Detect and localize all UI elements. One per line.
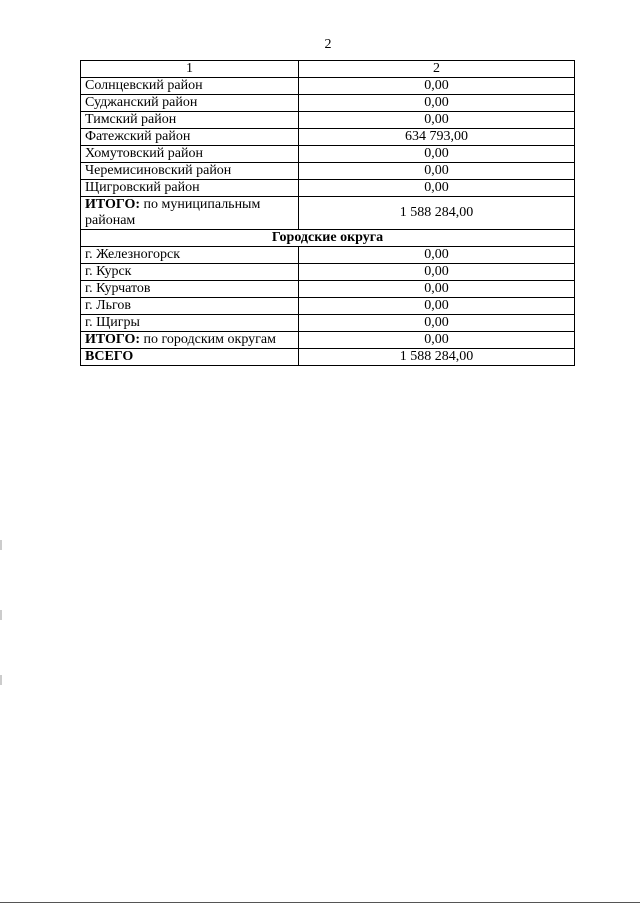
- section-header-row: [81, 230, 575, 247]
- table-row: [81, 129, 575, 146]
- grand-total-value: 1 588 284,00: [299, 349, 575, 366]
- table-row: [81, 264, 575, 281]
- city-value: 0,00: [299, 247, 575, 264]
- city-total-row: [81, 332, 575, 349]
- district-total-label-bold: ИТОГО:: [85, 197, 141, 212]
- city-total-label-bold: ИТОГО:: [85, 332, 141, 347]
- table-row: [81, 112, 575, 129]
- district-total-label: [81, 197, 299, 230]
- table-row: [81, 78, 575, 95]
- district-name: Солнцевский район: [81, 78, 299, 95]
- city-value: 0,00: [299, 281, 575, 298]
- district-value: 0,00: [299, 180, 575, 197]
- city-name: г. Курск: [81, 264, 299, 281]
- table-row: [81, 146, 575, 163]
- city-value: 0,00: [299, 315, 575, 332]
- city-name: г. Железногорск: [81, 247, 299, 264]
- district-value: 0,00: [299, 112, 575, 129]
- table-row: [81, 163, 575, 180]
- table-row: [81, 180, 575, 197]
- district-name: Хомутовский район: [81, 146, 299, 163]
- city-value: 0,00: [299, 298, 575, 315]
- district-value: 0,00: [299, 163, 575, 180]
- table-header-row: [81, 61, 575, 78]
- budget-table: [80, 60, 575, 366]
- district-name: Тимский район: [81, 112, 299, 129]
- table-row: [81, 95, 575, 112]
- district-total-row: [81, 197, 575, 230]
- city-value: 0,00: [299, 264, 575, 281]
- table-row: [81, 298, 575, 315]
- district-name: Фатежский район: [81, 129, 299, 146]
- city-total-label-rest: по городским округам: [140, 332, 276, 347]
- city-name: г. Курчатов: [81, 281, 299, 298]
- column-header-1: 1: [81, 61, 299, 78]
- scan-bottom-edge: [0, 902, 640, 903]
- scan-margin-mark: [0, 540, 2, 550]
- district-total-value: 1 588 284,00: [299, 197, 575, 230]
- district-name: Щигровский район: [81, 180, 299, 197]
- table-row: [81, 315, 575, 332]
- table-row: [81, 247, 575, 264]
- scan-margin-mark: [0, 675, 2, 685]
- district-value: 0,00: [299, 146, 575, 163]
- section-title: Городские округа: [81, 230, 575, 247]
- grand-total-label: ВСЕГО: [81, 349, 299, 366]
- city-name: г. Щигры: [81, 315, 299, 332]
- district-total-label-rest: по муниципальным районам: [85, 197, 261, 228]
- district-name: Черемисиновский район: [81, 163, 299, 180]
- page-number: 2: [324, 37, 332, 52]
- district-value: 0,00: [299, 95, 575, 112]
- city-total-value: 0,00: [299, 332, 575, 349]
- column-header-2: 2: [299, 61, 575, 78]
- district-name: Суджанский район: [81, 95, 299, 112]
- scan-margin-mark: [0, 610, 2, 620]
- district-value: 634 793,00: [299, 129, 575, 146]
- district-value: 0,00: [299, 78, 575, 95]
- city-name: г. Льгов: [81, 298, 299, 315]
- city-total-label: [81, 332, 299, 349]
- grand-total-row: [81, 349, 575, 366]
- table-row: [81, 281, 575, 298]
